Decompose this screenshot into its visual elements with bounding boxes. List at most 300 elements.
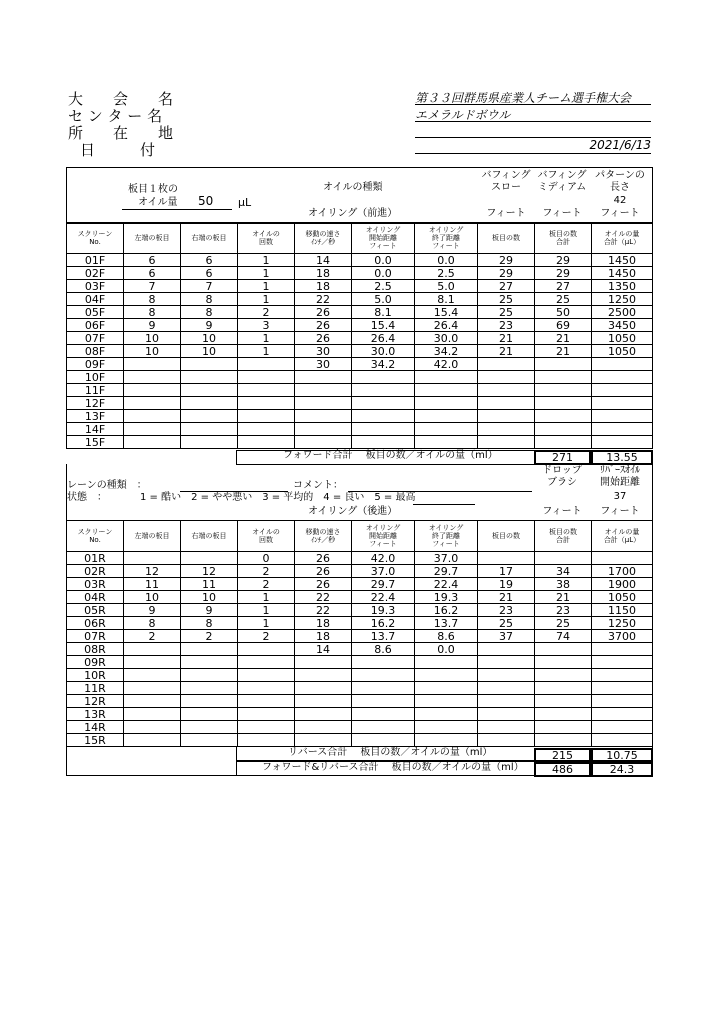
table-cell — [295, 656, 352, 669]
table-cell: 8 — [124, 306, 181, 319]
table-cell: 37.0 — [415, 552, 478, 565]
table-cell — [478, 436, 535, 449]
table-cell — [238, 397, 295, 410]
table-cell — [415, 695, 478, 708]
table-cell — [535, 643, 592, 656]
table-cell — [478, 734, 535, 747]
table-cell: 1350 — [592, 280, 653, 293]
table-cell — [181, 669, 238, 682]
table-cell — [592, 656, 653, 669]
table-cell — [295, 371, 352, 384]
table-cell: 34.2 — [352, 358, 415, 371]
status-scale: 1 = 酷い 2 = やや悪い 3 = 平均的 4 = 良い 5 = 最高 — [140, 492, 416, 503]
buffing-medium-unit: フィート — [542, 208, 582, 219]
forward-total-boards: 271 — [534, 450, 591, 465]
table-row — [67, 436, 653, 449]
table-row — [67, 345, 653, 358]
table-cell: 18 — [295, 280, 352, 293]
label-center: セ ン タ ー 名 — [68, 107, 163, 125]
table-cell — [124, 397, 181, 410]
oil-unit: μL — [238, 196, 252, 209]
grand-total-boards: 486 — [534, 762, 591, 777]
table-cell: 1900 — [592, 578, 653, 591]
pattern-length-value: 42 — [613, 195, 627, 206]
forward-column-header: 左端の板目 — [124, 223, 181, 254]
screen-number-cell: 11F — [67, 384, 124, 397]
table-cell — [592, 358, 653, 371]
table-cell — [415, 721, 478, 734]
table-cell — [592, 695, 653, 708]
table-cell: 12 — [124, 565, 181, 578]
table-cell — [124, 423, 181, 436]
oil-amount-underline — [122, 209, 232, 210]
table-cell: 29 — [535, 254, 592, 267]
table-cell: 0.0 — [352, 254, 415, 267]
table-cell — [295, 682, 352, 695]
table-cell — [415, 656, 478, 669]
table-cell: 14 — [295, 643, 352, 656]
table-cell: 3700 — [592, 630, 653, 643]
table-row — [67, 656, 653, 669]
reverse-start-label: ﾘﾊﾞｰｽｵｲﾙ 開始距離 — [600, 465, 640, 488]
table-cell: 8 — [181, 617, 238, 630]
oil-amount-value: 50 — [198, 194, 214, 208]
table-cell — [592, 436, 653, 449]
table-cell — [478, 708, 535, 721]
forward-total-label: フォワード合計 板目の数／オイルの量（ml） — [283, 450, 498, 461]
table-cell — [238, 682, 295, 695]
reverse-total-oil: 10.75 — [591, 748, 653, 763]
table-cell: 34 — [535, 565, 592, 578]
table-cell — [352, 410, 415, 423]
table-cell — [592, 682, 653, 695]
reverse-column-header: 板目の数 合計 — [535, 521, 592, 552]
table-cell — [535, 371, 592, 384]
forward-column-header: オイリング 終了距離 フィート — [415, 223, 478, 254]
table-cell — [535, 721, 592, 734]
table-cell — [181, 358, 238, 371]
table-cell: 1 — [238, 591, 295, 604]
table-cell: 26 — [295, 552, 352, 565]
table-cell — [181, 423, 238, 436]
table-cell: 2500 — [592, 306, 653, 319]
forward-column-header: オイルの 回数 — [238, 223, 295, 254]
screen-number-cell: 14R — [67, 721, 124, 734]
table-cell — [415, 397, 478, 410]
table-cell: 1 — [238, 345, 295, 358]
table-cell: 27 — [478, 280, 535, 293]
table-cell: 7 — [124, 280, 181, 293]
table-cell: 0.0 — [415, 643, 478, 656]
table-cell: 0.0 — [415, 254, 478, 267]
table-row — [67, 643, 653, 656]
table-cell: 29.7 — [415, 565, 478, 578]
table-cell — [238, 734, 295, 747]
table-cell: 1 — [238, 267, 295, 280]
screen-number-cell: 10F — [67, 371, 124, 384]
table-cell: 26.4 — [415, 319, 478, 332]
forward-header-row — [67, 223, 653, 254]
grand-total-label: フォワード&リバース合計 板目の数／オイルの量（ml） — [262, 762, 524, 773]
table-cell: 1 — [238, 604, 295, 617]
table-cell — [535, 734, 592, 747]
table-cell: 26 — [295, 578, 352, 591]
table-cell — [478, 682, 535, 695]
table-cell: 10 — [124, 591, 181, 604]
table-cell: 9 — [181, 604, 238, 617]
screen-number-cell: 09F — [67, 358, 124, 371]
table-row — [67, 319, 653, 332]
screen-number-cell: 05R — [67, 604, 124, 617]
table-cell — [535, 656, 592, 669]
table-cell — [535, 397, 592, 410]
table-row — [67, 695, 653, 708]
forward-column-header: 右端の板目 — [181, 223, 238, 254]
table-cell: 25 — [478, 617, 535, 630]
table-cell: 23 — [478, 604, 535, 617]
table-cell — [592, 371, 653, 384]
comment-label: コメント： — [293, 480, 343, 491]
reverse-oiling-table — [66, 520, 653, 747]
table-cell: 1250 — [592, 293, 653, 306]
table-cell: 9 — [124, 604, 181, 617]
event-date: 2021/6/13 — [415, 138, 651, 154]
table-row — [67, 578, 653, 591]
table-cell — [592, 643, 653, 656]
table-cell — [295, 384, 352, 397]
table-cell — [295, 410, 352, 423]
table-row — [67, 617, 653, 630]
table-cell: 3450 — [592, 319, 653, 332]
table-cell: 22 — [295, 293, 352, 306]
table-cell: 15.4 — [415, 306, 478, 319]
table-cell — [478, 695, 535, 708]
table-cell: 21 — [535, 332, 592, 345]
reverse-start-unit: フィート — [600, 506, 640, 517]
table-cell: 6 — [181, 267, 238, 280]
table-cell: 2.5 — [415, 267, 478, 280]
table-cell — [238, 384, 295, 397]
table-cell — [415, 410, 478, 423]
board-oil-label: 板目１枚の — [128, 184, 178, 195]
table-cell: 21 — [478, 345, 535, 358]
table-cell: 42.0 — [415, 358, 478, 371]
pattern-length-unit: フィート — [600, 208, 640, 219]
table-cell: 14 — [295, 254, 352, 267]
table-cell: 29 — [478, 267, 535, 280]
reverse-total-label: リバース合計 板目の数／オイルの量（ml） — [288, 747, 493, 758]
table-row — [67, 280, 653, 293]
table-cell: 30 — [295, 358, 352, 371]
screen-number-cell: 15R — [67, 734, 124, 747]
table-cell: 16.2 — [352, 617, 415, 630]
table-cell — [124, 682, 181, 695]
table-cell: 1700 — [592, 565, 653, 578]
table-cell: 0 — [238, 552, 295, 565]
table-cell — [352, 384, 415, 397]
table-cell — [181, 682, 238, 695]
forward-oiling-table — [66, 222, 653, 449]
table-row — [67, 410, 653, 423]
table-cell — [295, 423, 352, 436]
table-cell: 8.6 — [352, 643, 415, 656]
table-cell — [535, 423, 592, 436]
table-cell: 18 — [295, 630, 352, 643]
reverse-start-value: 37 — [613, 491, 627, 502]
table-cell: 10 — [181, 591, 238, 604]
table-cell — [181, 436, 238, 449]
forward-column-header: 板目の数 合計 — [535, 223, 592, 254]
table-cell: 10 — [124, 345, 181, 358]
table-cell: 30.0 — [352, 345, 415, 358]
table-cell — [352, 708, 415, 721]
table-cell: 26 — [295, 332, 352, 345]
table-cell: 3 — [238, 319, 295, 332]
screen-number-cell: 08F — [67, 345, 124, 358]
table-cell: 5.0 — [415, 280, 478, 293]
table-cell: 10 — [181, 332, 238, 345]
table-cell — [238, 436, 295, 449]
table-cell — [295, 436, 352, 449]
table-row — [67, 267, 653, 280]
table-cell — [181, 371, 238, 384]
table-cell — [478, 384, 535, 397]
table-cell: 6 — [124, 254, 181, 267]
table-cell — [124, 734, 181, 747]
screen-number-cell: 15F — [67, 436, 124, 449]
table-cell — [238, 669, 295, 682]
table-cell — [535, 410, 592, 423]
table-cell — [592, 410, 653, 423]
table-row — [67, 306, 653, 319]
table-cell — [124, 721, 181, 734]
table-cell — [592, 669, 653, 682]
table-cell — [352, 423, 415, 436]
table-cell: 26 — [295, 319, 352, 332]
table-cell: 1050 — [592, 332, 653, 345]
table-cell: 15.4 — [352, 319, 415, 332]
table-cell — [352, 371, 415, 384]
table-cell: 0.0 — [352, 267, 415, 280]
table-row — [67, 254, 653, 267]
oil-amount-label: オイル量 — [138, 197, 178, 208]
table-row — [67, 591, 653, 604]
buffing-slow-label: バフィング スロー — [481, 170, 531, 193]
reverse-column-header: 移動の速さ ｲﾝﾁ／秒 — [295, 521, 352, 552]
screen-number-cell: 12F — [67, 397, 124, 410]
table-cell: 2.5 — [352, 280, 415, 293]
screen-number-cell: 08R — [67, 643, 124, 656]
table-cell — [295, 695, 352, 708]
table-cell: 2 — [124, 630, 181, 643]
table-cell — [238, 371, 295, 384]
screen-number-cell: 02R — [67, 565, 124, 578]
table-row — [67, 423, 653, 436]
table-cell: 1 — [238, 280, 295, 293]
table-cell — [535, 384, 592, 397]
reverse-total-boards: 215 — [534, 748, 591, 763]
table-row — [67, 604, 653, 617]
pattern-length-label: パターンの 長さ — [595, 170, 645, 193]
screen-number-cell: 13F — [67, 410, 124, 423]
reverse-column-header: 板目の数 — [478, 521, 535, 552]
table-cell: 25 — [478, 306, 535, 319]
reverse-title: オイリング（後進） — [308, 506, 398, 517]
table-cell — [238, 721, 295, 734]
table-cell: 6 — [124, 267, 181, 280]
table-cell — [592, 721, 653, 734]
table-cell: 8 — [181, 306, 238, 319]
table-cell: 9 — [124, 319, 181, 332]
drop-brush-label: ドロップ ブラシ — [542, 465, 582, 488]
table-cell — [124, 384, 181, 397]
table-cell — [415, 669, 478, 682]
table-cell — [592, 734, 653, 747]
table-cell: 69 — [535, 319, 592, 332]
table-cell — [415, 734, 478, 747]
table-cell — [124, 371, 181, 384]
table-cell: 74 — [535, 630, 592, 643]
screen-number-cell: 10R — [67, 669, 124, 682]
table-row — [67, 552, 653, 565]
screen-number-cell: 14F — [67, 423, 124, 436]
table-cell: 23 — [478, 319, 535, 332]
table-cell — [415, 384, 478, 397]
table-cell — [238, 358, 295, 371]
table-row — [67, 721, 653, 734]
table-cell: 1 — [238, 254, 295, 267]
table-cell — [478, 552, 535, 565]
table-cell — [124, 552, 181, 565]
table-cell: 2 — [238, 578, 295, 591]
table-cell — [415, 436, 478, 449]
table-cell — [535, 708, 592, 721]
table-cell — [535, 436, 592, 449]
screen-number-cell: 12R — [67, 695, 124, 708]
table-cell — [478, 643, 535, 656]
screen-number-cell: 11R — [67, 682, 124, 695]
table-row — [67, 384, 653, 397]
table-cell: 26 — [295, 565, 352, 578]
table-row — [67, 332, 653, 345]
status-field — [413, 504, 475, 505]
forward-column-header: 移動の速さ ｲﾝﾁ／秒 — [295, 223, 352, 254]
screen-number-cell: 09R — [67, 656, 124, 669]
forward-column-header: スクリーン No. — [67, 223, 124, 254]
screen-number-cell: 02F — [67, 267, 124, 280]
table-cell — [295, 708, 352, 721]
table-cell — [181, 721, 238, 734]
table-cell: 21 — [478, 332, 535, 345]
status-label: 状態 ： — [67, 492, 107, 503]
table-cell: 17 — [478, 565, 535, 578]
table-cell: 9 — [181, 319, 238, 332]
table-cell — [124, 643, 181, 656]
table-cell: 10 — [124, 332, 181, 345]
table-cell — [181, 410, 238, 423]
table-cell: 8 — [124, 617, 181, 630]
screen-number-cell: 07R — [67, 630, 124, 643]
table-cell — [352, 656, 415, 669]
table-cell — [352, 669, 415, 682]
table-cell: 1 — [238, 617, 295, 630]
table-cell — [352, 436, 415, 449]
table-cell: 22 — [295, 604, 352, 617]
table-cell — [352, 721, 415, 734]
table-cell: 38 — [535, 578, 592, 591]
table-cell — [478, 656, 535, 669]
table-cell: 23 — [535, 604, 592, 617]
table-row — [67, 734, 653, 747]
table-cell: 19 — [478, 578, 535, 591]
table-cell: 8.6 — [415, 630, 478, 643]
table-cell — [478, 371, 535, 384]
table-cell: 8.1 — [352, 306, 415, 319]
label-date: 日 付 — [80, 141, 156, 159]
table-cell — [592, 384, 653, 397]
table-cell: 30.0 — [415, 332, 478, 345]
screen-number-cell: 07F — [67, 332, 124, 345]
table-cell: 26.4 — [352, 332, 415, 345]
table-cell — [535, 682, 592, 695]
forward-column-header: オイリング 開始距離 フィート — [352, 223, 415, 254]
forward-column-header: 板目の数 — [478, 223, 535, 254]
table-cell: 8 — [124, 293, 181, 306]
screen-number-cell: 13R — [67, 708, 124, 721]
table-cell — [535, 695, 592, 708]
table-cell: 18 — [295, 617, 352, 630]
table-cell: 2 — [238, 306, 295, 319]
table-cell: 26 — [295, 306, 352, 319]
screen-number-cell: 03F — [67, 280, 124, 293]
table-cell: 50 — [535, 306, 592, 319]
table-cell: 29.7 — [352, 578, 415, 591]
table-row — [67, 682, 653, 695]
table-cell: 10 — [181, 345, 238, 358]
table-cell: 1050 — [592, 345, 653, 358]
buffing-medium-label: バフィング ミディアム — [537, 170, 587, 193]
table-cell: 21 — [478, 591, 535, 604]
table-cell — [181, 552, 238, 565]
table-cell: 22 — [295, 591, 352, 604]
table-cell — [238, 643, 295, 656]
table-cell — [352, 734, 415, 747]
table-cell: 30 — [295, 345, 352, 358]
table-cell — [478, 358, 535, 371]
table-cell: 25 — [478, 293, 535, 306]
table-cell — [238, 695, 295, 708]
reverse-column-header: 左端の板目 — [124, 521, 181, 552]
table-cell — [535, 552, 592, 565]
table-cell: 22.4 — [352, 591, 415, 604]
label-location: 所 在 地 — [68, 124, 174, 142]
table-cell — [181, 397, 238, 410]
screen-number-cell: 03R — [67, 578, 124, 591]
screen-number-cell: 04R — [67, 591, 124, 604]
table-cell: 21 — [535, 345, 592, 358]
table-cell — [124, 669, 181, 682]
table-cell: 7 — [181, 280, 238, 293]
table-cell: 18 — [295, 267, 352, 280]
table-cell: 19.3 — [415, 591, 478, 604]
table-cell — [352, 695, 415, 708]
table-cell — [592, 552, 653, 565]
table-cell: 42.0 — [352, 552, 415, 565]
table-cell — [415, 423, 478, 436]
table-row — [67, 565, 653, 578]
table-cell — [238, 410, 295, 423]
table-cell — [592, 397, 653, 410]
